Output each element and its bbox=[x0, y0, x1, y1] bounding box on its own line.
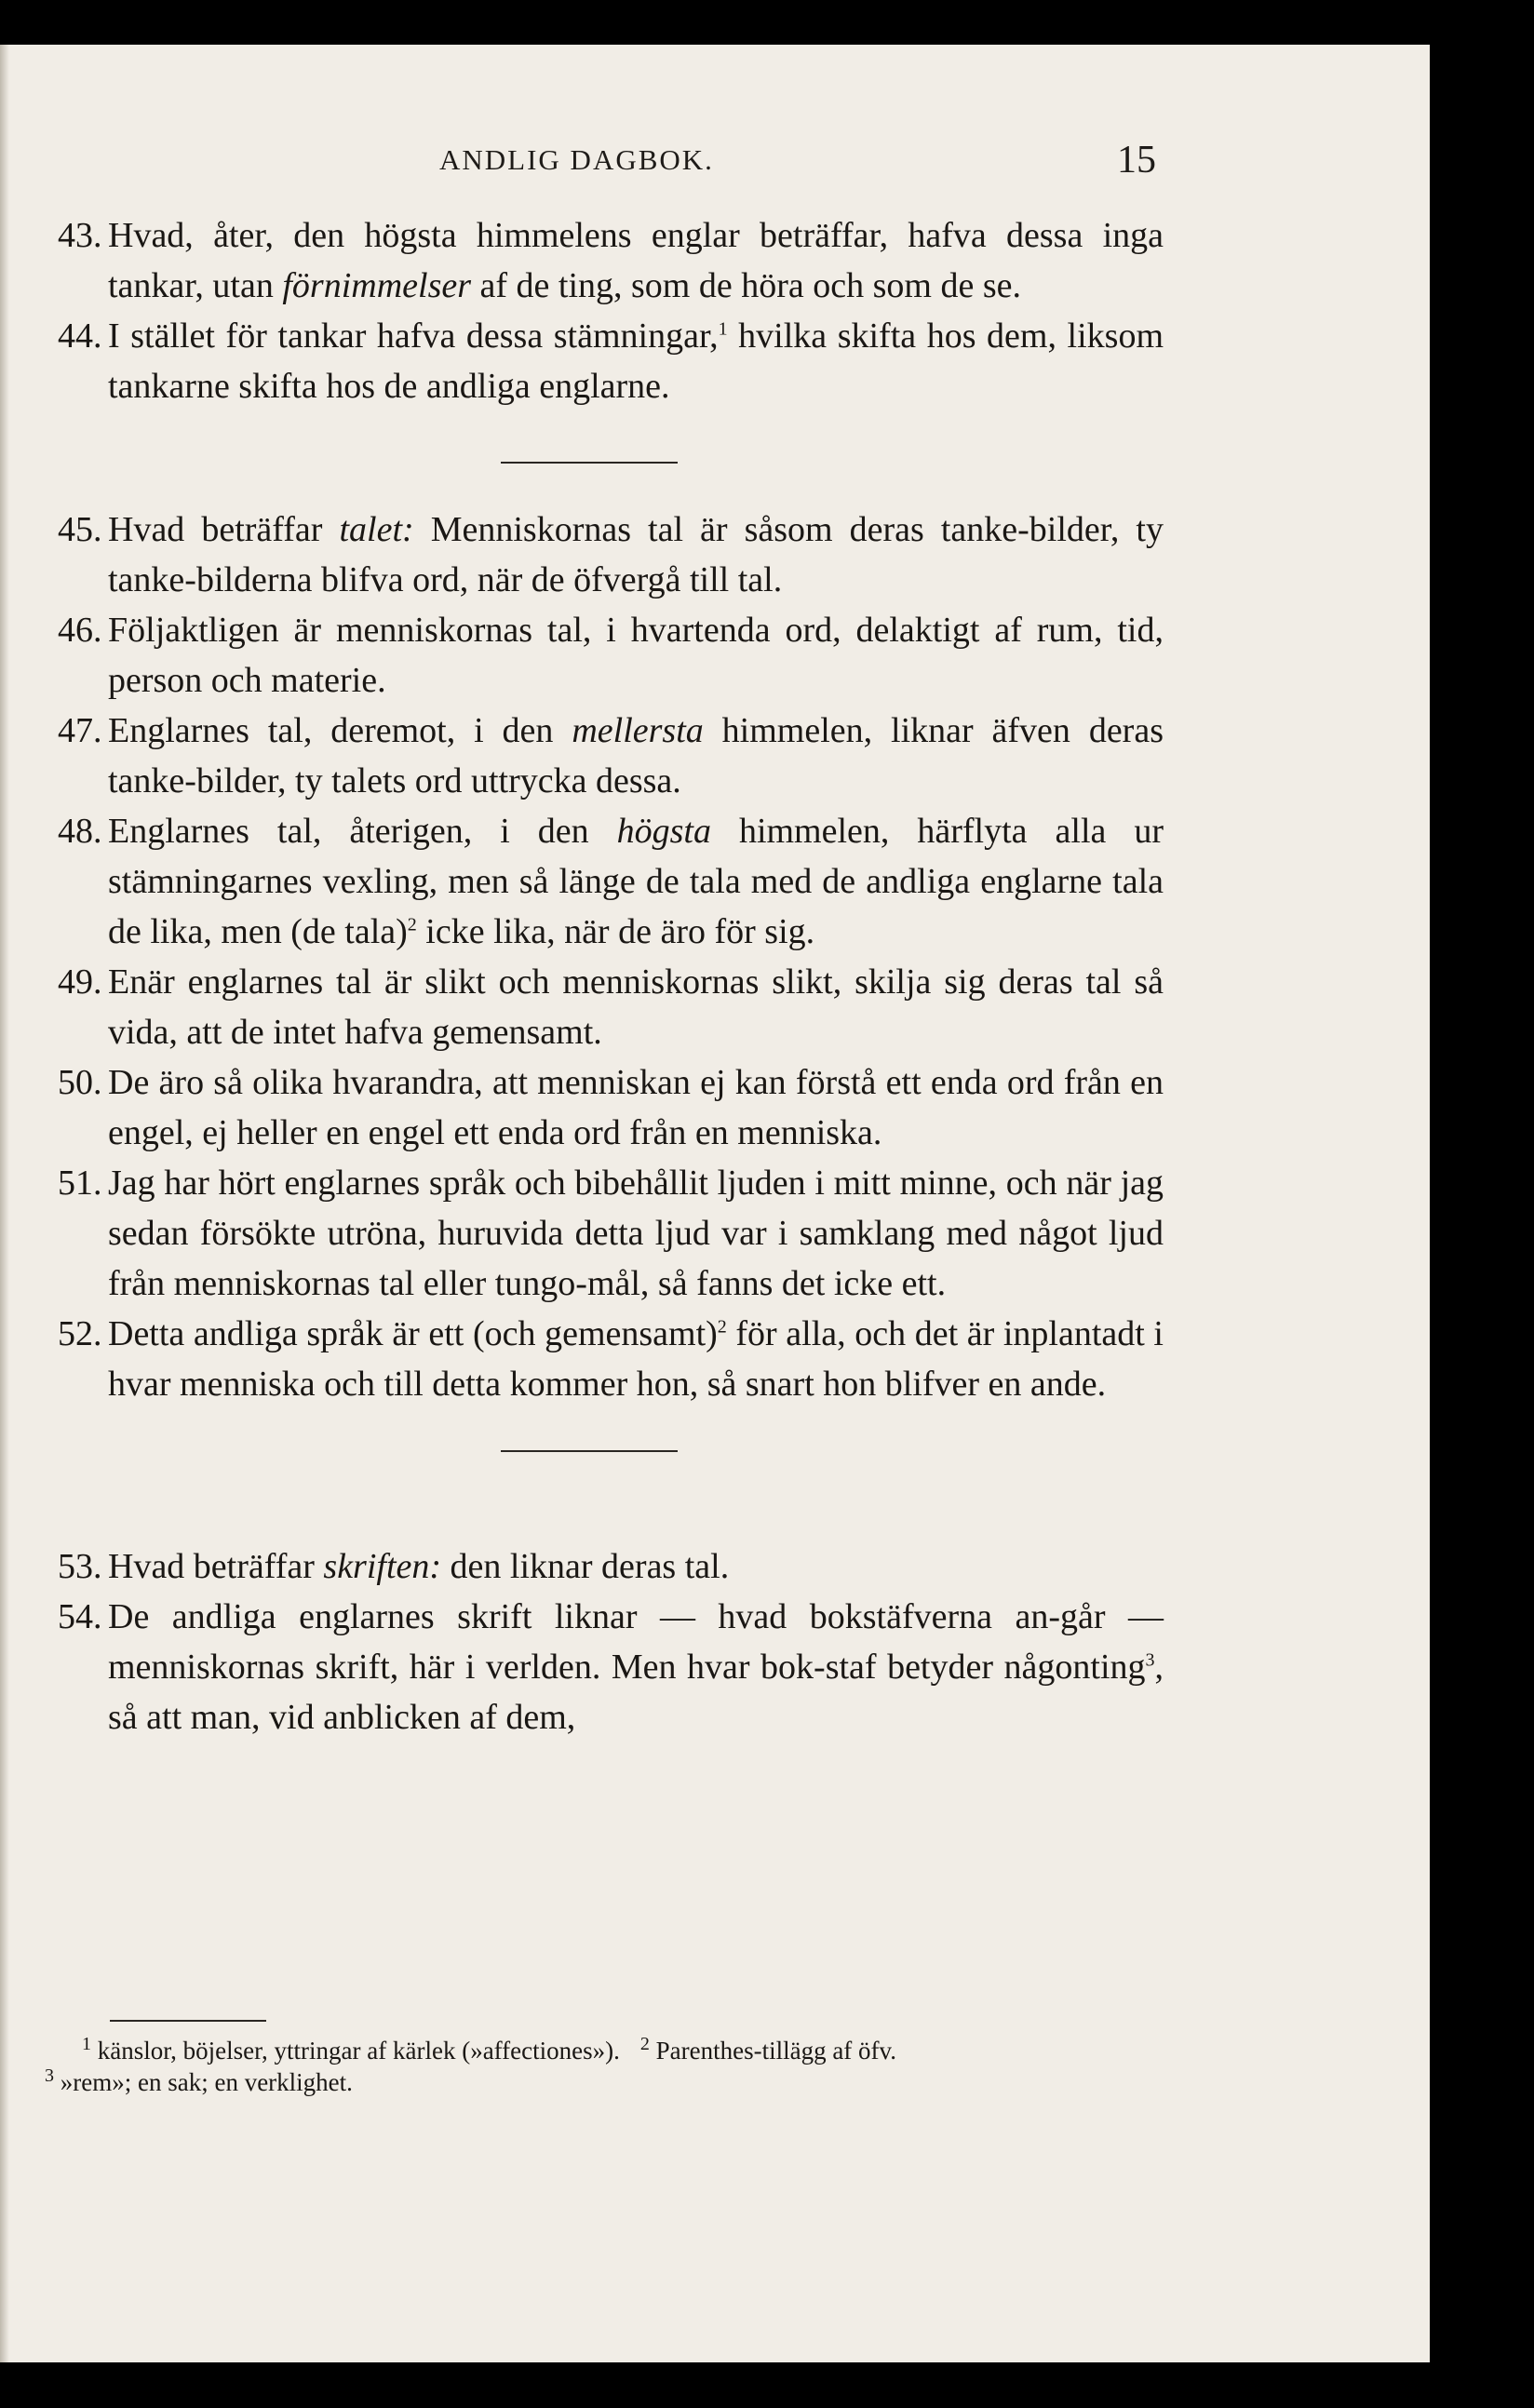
paragraph-number: 52. bbox=[58, 1314, 102, 1353]
paragraph-text bbox=[108, 504, 1164, 605]
footnote: $^3$ »rem»; en sak; en verklighet. bbox=[45, 2065, 353, 2096]
paragraph-text bbox=[108, 1057, 1164, 1158]
footnote-separator bbox=[110, 2020, 266, 2022]
paragraph-text bbox=[108, 605, 1164, 706]
paragraph-text bbox=[108, 311, 1164, 411]
text-run: De äro så olika hvarandra, att menniskan ej kan förstå ett enda ord från en engel, ej heller en engel ett enda ord från en menniska. bbox=[108, 1063, 1164, 1152]
numbered-paragraph bbox=[58, 1057, 1164, 1158]
text-run: Englarnes tal, deremot, i den bbox=[108, 711, 572, 750]
text-run: Hvad beträffar bbox=[108, 510, 340, 549]
footnote-row bbox=[45, 2035, 1162, 2066]
footnote-ref: 2 bbox=[717, 1316, 727, 1338]
footnote: $^2$ Parenthes-tillägg af öfv. bbox=[639, 2034, 897, 2065]
footnote-ref: 2 bbox=[407, 914, 417, 935]
section-divider bbox=[501, 462, 678, 464]
text-run: himmelen, liknar äfven deras tanke-bilder, ty talets ord uttrycka dessa. bbox=[108, 711, 1164, 800]
book-page bbox=[0, 45, 1430, 2362]
paragraph-text bbox=[108, 1158, 1164, 1309]
text-run: den liknar deras tal. bbox=[441, 1547, 730, 1586]
paragraph-number: 44. bbox=[58, 316, 102, 356]
paragraph-number: 53. bbox=[58, 1547, 102, 1586]
paragraph-text bbox=[108, 1592, 1164, 1742]
emphasized-term: högsta bbox=[616, 812, 711, 851]
paragraph-text bbox=[108, 957, 1164, 1057]
footnote-ref: 3 bbox=[1145, 1649, 1155, 1671]
page-header bbox=[0, 138, 1430, 194]
paragraph-number: 43. bbox=[58, 216, 102, 255]
text-run: för alla, och det är inplantadt i hvar menniska och till detta kommer hon, så snart hon blifver en ande. bbox=[108, 1314, 1164, 1404]
text-run: icke lika, när de äro för sig. bbox=[416, 912, 815, 951]
paragraph-number: 50. bbox=[58, 1063, 102, 1102]
numbered-paragraph bbox=[58, 504, 1164, 605]
paragraph-number: 49. bbox=[58, 962, 102, 1002]
page-number: 15 bbox=[1117, 139, 1156, 182]
paragraph-number: 45. bbox=[58, 510, 102, 549]
paragraph-number: 48. bbox=[58, 812, 102, 851]
text-run: Enär englarnes tal är slikt och menniskornas slikt, skilja sig deras tal så vida, att de intet hafva gemensamt. bbox=[108, 962, 1164, 1052]
paragraph-number: 51. bbox=[58, 1164, 102, 1203]
numbered-paragraph bbox=[58, 311, 1164, 411]
footnote-row bbox=[45, 2066, 1162, 2098]
footnote: $^1$ känslor, böjelser, yttringar af kärlek (»affectiones»). bbox=[82, 2034, 620, 2065]
paragraph-text bbox=[108, 1309, 1164, 1409]
text-run: himmelen, härflyta alla ur stämningarnes vexling, men så länge de tala med de andliga englarne tala de lika, men (de tala) bbox=[108, 812, 1164, 951]
emphasized-term: mellersta bbox=[572, 711, 704, 750]
numbered-paragraph bbox=[58, 706, 1164, 806]
numbered-paragraph bbox=[58, 605, 1164, 706]
footnote-ref: 1 bbox=[718, 318, 728, 340]
emphasized-term: förnimmelser bbox=[282, 266, 472, 305]
text-run: Detta andliga språk är ett (och gemensamt) bbox=[108, 1314, 718, 1353]
paragraph-text bbox=[108, 806, 1164, 957]
numbered-paragraph bbox=[58, 1158, 1164, 1309]
paragraph-number: 54. bbox=[58, 1597, 102, 1636]
numbered-paragraph bbox=[58, 210, 1164, 311]
emphasized-term: skriften: bbox=[323, 1547, 442, 1586]
numbered-paragraph bbox=[58, 1592, 1164, 1742]
text-run: Hvad beträffar bbox=[108, 1547, 324, 1586]
text-run: I stället för tankar hafva dessa stämningar, bbox=[108, 316, 719, 356]
text-run: , så att man, vid anblicken af dem, bbox=[108, 1648, 1164, 1737]
paragraph-text bbox=[108, 706, 1164, 806]
footnotes bbox=[45, 2020, 1162, 2098]
numbered-paragraph bbox=[58, 1309, 1164, 1409]
page-body bbox=[58, 210, 1164, 1742]
numbered-paragraph bbox=[58, 1541, 1164, 1592]
text-run: hvilka skifta hos dem, liksom tankarne skifta hos de andliga englarne. bbox=[108, 316, 1164, 406]
running-title: ANDLIG DAGBOK. bbox=[439, 143, 714, 176]
text-run: Menniskornas tal är såsom deras tanke-bilder, ty tanke-bilderna blifva ord, när de öfvergå till tal. bbox=[108, 510, 1164, 599]
paragraph-number: 46. bbox=[58, 611, 102, 650]
text-run: Följaktligen är menniskornas tal, i hvartenda ord, delaktigt af rum, tid, person och materie. bbox=[108, 611, 1164, 700]
paragraph-text bbox=[108, 1541, 1164, 1592]
paragraph-text bbox=[108, 210, 1164, 311]
section-divider bbox=[501, 1450, 678, 1452]
text-run: Englarnes tal, återigen, i den bbox=[108, 812, 617, 851]
numbered-paragraph bbox=[58, 957, 1164, 1057]
text-run: Hvad, åter, den högsta himmelens englar beträffar, hafva dessa inga tankar, utan bbox=[108, 216, 1164, 305]
emphasized-term: talet: bbox=[339, 510, 414, 549]
text-run: af de ting, som de höra och som de se. bbox=[471, 266, 1021, 305]
text-run: Jag har hört englarnes språk och bibehållit ljuden i mitt minne, och när jag sedan försökte utröna, huruvida detta ljud var i samklang med något ljud från menniskornas tal eller tungo-mål, så fanns det icke ett. bbox=[108, 1164, 1164, 1303]
text-run: De andliga englarnes skrift liknar — hvad bokstäfverna an-går — menniskornas skrift, här i verlden. Men hvar bok-staf betyder någonting bbox=[108, 1597, 1164, 1687]
numbered-paragraph bbox=[58, 806, 1164, 957]
paragraph-number: 47. bbox=[58, 711, 102, 750]
